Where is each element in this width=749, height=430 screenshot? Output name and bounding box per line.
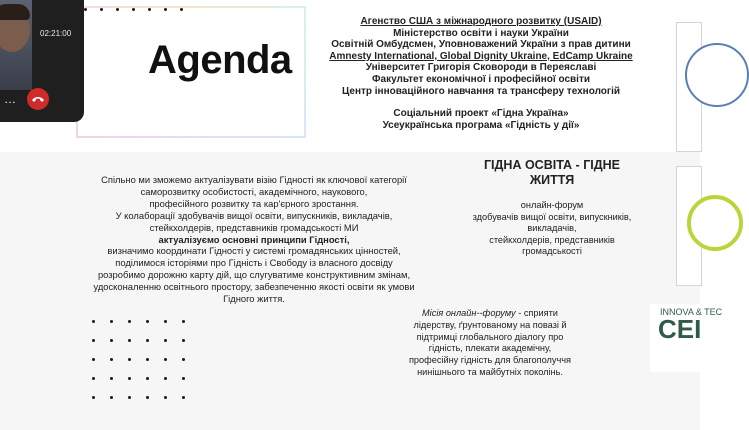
organizer-line: Міністерство освіти і науки України <box>393 27 569 39</box>
mission-label: Місія онлайн--форуму <box>422 308 516 318</box>
organizer-line: Факультет економічної і професійної освіти <box>371 73 591 85</box>
decorative-dots-bottom <box>92 320 200 415</box>
hang-up-button[interactable] <box>27 88 49 110</box>
video-call-overlay[interactable] <box>0 0 84 122</box>
organizer-line: Агенство США з міжнародного розвитку (USAID) <box>360 16 602 27</box>
agenda-title: Agenda <box>148 38 292 82</box>
university-logo <box>676 22 702 152</box>
phone-hangup-icon <box>31 95 45 103</box>
mission-block: Місія онлайн--форуму - сприяти лідерству, ґрунтованому на повазі й підтримці глобального діалогу про гідність, плекати академічну, професійну гідність для благополуччя нинішнього та майбутніх поколінь. <box>408 308 572 377</box>
forum-title: ГІДНА ОСВІТА - ГІДНЕ ЖИТТЯ <box>483 158 621 187</box>
organizer-line: Центр інноваційного навчання та трансферу технологій <box>341 85 621 97</box>
program-line: Усеукраїнська програма «Гідність у дії» <box>382 119 580 131</box>
participant-hair <box>0 4 30 20</box>
innovation-center-logo: INNOVA & TEC CEI <box>650 304 700 372</box>
main-paragraph: Спільно ми зможемо актуалізувати візію Гідності як ключової категорії саморозвитку особистості, академічного, наукового, професійного розвитку та кар'єрного зростання. У колаборації здобувачів вищої освіти, випускників, викладачів, стейкхолдерів, представників громадськості МИ актуалізуємо основні принципи Гідності, визначимо координати Гідності у системі громадянських цінностей, поділимося історіями про Гідність і Свободу із власного досвіду розробимо дорожню карту дій, що слугуватиме конструктивним змінам, удосконаленню освітнього простору, забезпеченню якості освіти як умови Гідного життя. <box>93 174 415 305</box>
organizer-line: Amnesty International, Global Dignity Ukraine, EdCamp Ukraine <box>329 50 633 62</box>
forum-description: онлайн-форум здобувачів вищої освіти, випускників, викладачів, стейкхолдерів, представників громадськості <box>472 200 632 257</box>
call-timer: 02:21:00 <box>40 29 72 38</box>
organizer-line: Освітній Омбудсмен, Уповноважений України з прав дитини <box>331 39 631 51</box>
organizer-line: Університет Григорія Сковороди в Переяславі <box>365 62 597 74</box>
decorative-dots-top <box>84 8 196 24</box>
partner-logo <box>676 166 702 286</box>
project-line: Соціальний проект «Гідна Україна» <box>393 108 569 120</box>
more-options-button[interactable]: … <box>4 92 16 106</box>
organizers-block <box>318 16 644 131</box>
